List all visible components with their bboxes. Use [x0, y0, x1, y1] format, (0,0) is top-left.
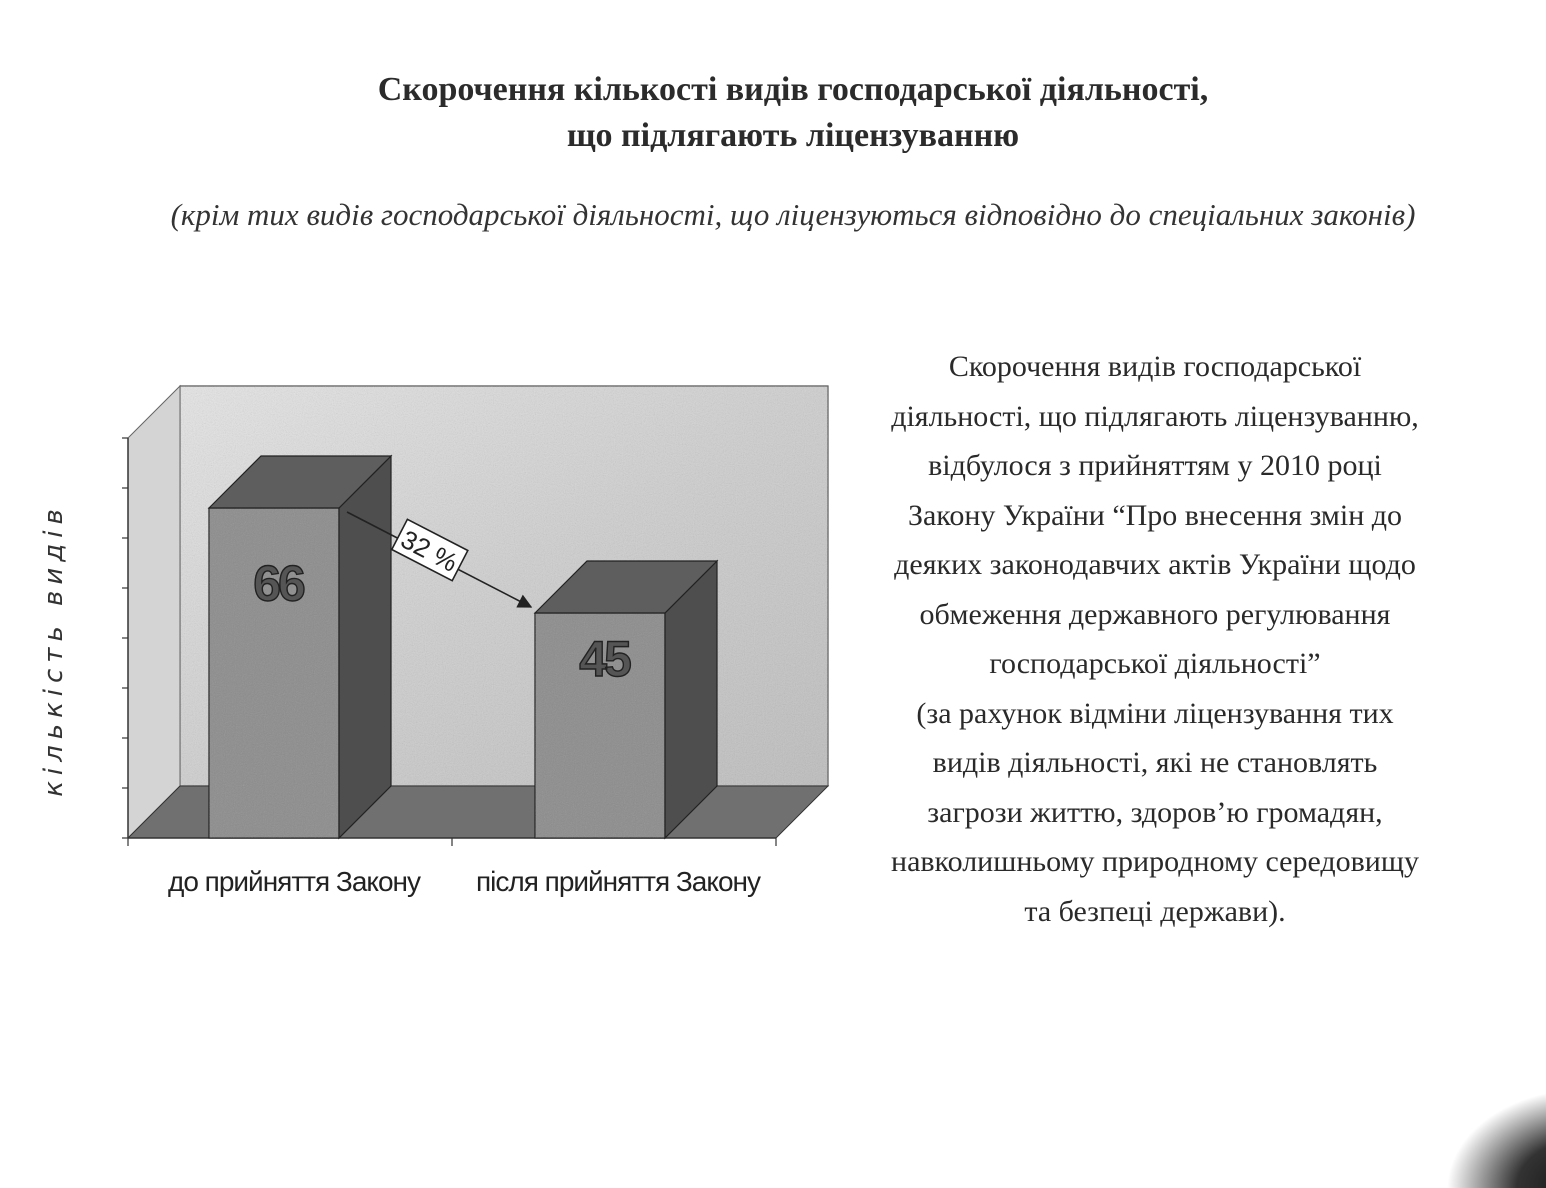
page-title-line2: що підлягають ліцензуванню [566, 117, 1020, 154]
page-subtitle: (крім тих видів господарської діяльності, що ліцензуються відповідно до спеціальних законів) [170, 197, 1416, 232]
bar-side [339, 456, 391, 838]
y-axis-label: кількість видів [39, 503, 69, 797]
x-category-label: після прийняття Закону [476, 866, 760, 897]
description-line: деяких законодавчих актів України щодо [894, 548, 1416, 581]
description-line: Скорочення видів господарської [948, 350, 1362, 383]
description-line: Закону України “Про внесення змін до [907, 498, 1403, 532]
bar-value-label: 45 [579, 631, 629, 687]
description-text [850, 342, 1460, 936]
chart-side-wall [128, 386, 180, 838]
description-line: та безпеці держави). [1024, 894, 1286, 928]
page-title-line1: Скорочення кількості видів господарської діяльності, [377, 71, 1209, 108]
description-line: видів діяльності, які не становлять [932, 746, 1378, 779]
description-line: навколишньому природному середовищу [891, 845, 1419, 878]
description-line: обмеження державного регулювання [919, 597, 1391, 631]
description-line: відбулося з прийняттям у 2010 році [928, 449, 1382, 482]
scan-corner-shadow [1446, 1088, 1546, 1188]
annotation-text: 32 % [396, 523, 463, 578]
bar-value-label: 66 [253, 555, 303, 612]
x-category-label: до прийняття Закону [167, 866, 421, 897]
bar-chart [0, 0, 860, 960]
description-line: господарської діяльності” [989, 647, 1321, 680]
description-line: діяльності, що підлягають ліцензуванню, [891, 399, 1419, 433]
description-line: загрози життю, здоров’ю громадян, [927, 795, 1383, 829]
description-line: (за рахунок відміни ліцензування тих [916, 696, 1394, 730]
